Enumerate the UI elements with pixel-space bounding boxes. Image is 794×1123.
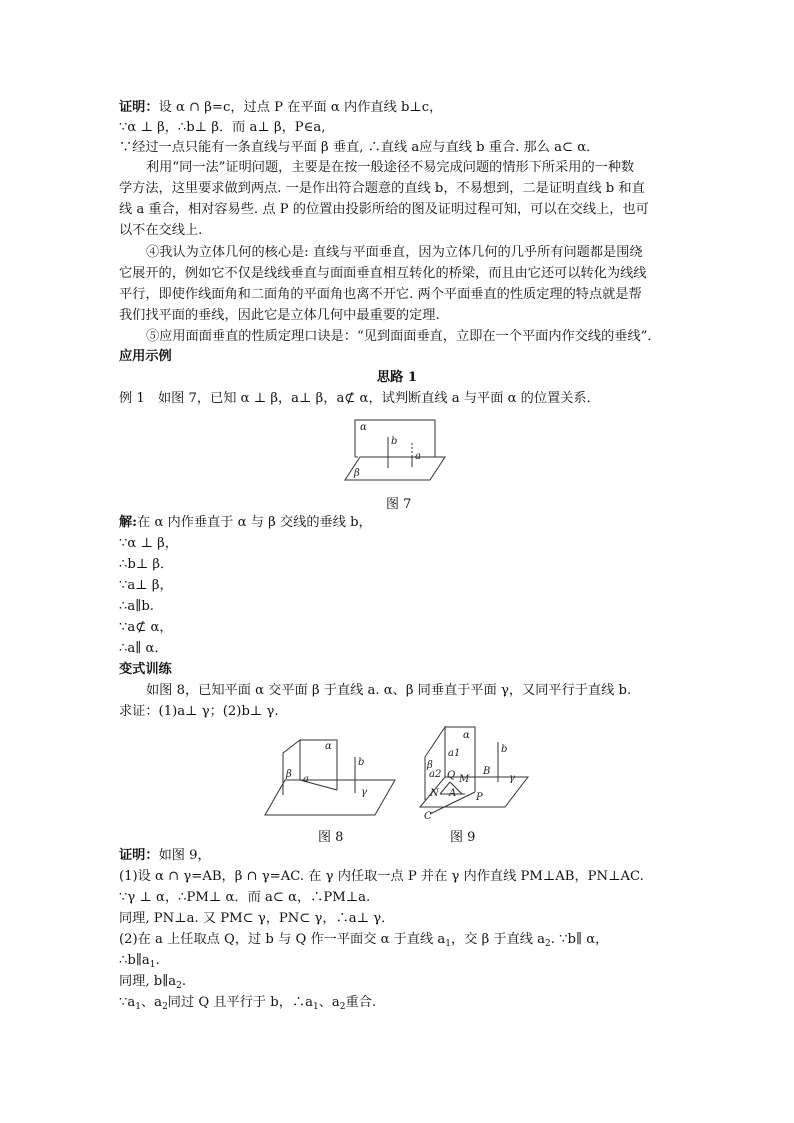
proof1-line3: ∵经过一点只能有一条直线与平面 β 垂直, ∴直线 a应与直线 b 重合. 那么 a⊂ α． (119, 140, 600, 155)
proof2-line3: ∵γ ⊥ α，∴PM⊥ α．而 a⊂ α，∴PM⊥a. (119, 890, 371, 905)
proof2-line7: 同理, $b\parallel a_2$. (119, 974, 187, 991)
label-gamma: γ (361, 787, 367, 798)
fig9-caption: 图 9 (450, 830, 476, 845)
proof2-label: 证明： (119, 848, 159, 863)
label-Q: Q (447, 770, 456, 781)
label-alpha: α (463, 730, 470, 741)
proof1-line2: ∵α ⊥ β，∴b⊥ β．而 a⊥ β，P∈a, (119, 120, 326, 135)
solution-label: 解: (119, 515, 138, 530)
plane-beta-outline (345, 457, 445, 480)
label-alpha: α (360, 422, 367, 433)
para2-line4: 我们找平面的垂线，因此它是立体几何中最重要的定理. (119, 308, 440, 323)
figure-7 (340, 415, 450, 490)
fig7-caption: 图 7 (386, 497, 412, 512)
para2-line3: 平行，即使作线面角和二面角的平面角也离不开它. 两个平面垂直的性质定理的特点就是帮 (119, 287, 642, 302)
label-P: P (476, 792, 483, 803)
proof2-line6: $\therefore b\parallel a_1$. (119, 953, 160, 970)
label-a2: a2 (429, 769, 442, 780)
label-a: a (415, 451, 421, 462)
fig8-caption: 图 8 (318, 830, 344, 845)
figure-8 (265, 735, 405, 820)
label-b: b (501, 744, 508, 755)
label-M: M (459, 774, 470, 785)
label-b: b (358, 757, 365, 768)
proof2-line2: (1)设 α ∩ γ=AB，β ∩ γ=AC. 在 γ 内任取一点 P 并在 γ 内作直线 PM⊥AB，PN⊥AC. (119, 869, 644, 884)
proof2-line4: 同理, PN⊥a. 又 PM⊂ γ，PN⊂ γ，∴a⊥ γ． (119, 911, 395, 926)
label-A: A (449, 788, 457, 799)
para2-line2: 它展开的，例如它不仅是线线垂直与面面垂直相互转化的桥梁，而且由它还可以转化为线线 (119, 266, 647, 281)
label-beta: β (286, 769, 292, 780)
para3-line1: ⑤应用面面垂直的性质定理口诀是：“见到面面垂直，立即在一个平面内作交线的垂线”． (146, 329, 661, 344)
label-N: N (430, 788, 439, 799)
figure-9 (410, 722, 530, 822)
label-beta: β (354, 468, 360, 479)
para1-line3: 线 a 重合，相对容易些. 点 P 的位置由投影所给的图及证明过程可知，可以在交线上，也可 (119, 202, 649, 217)
solution-line2: ∵α ⊥ β， (119, 536, 178, 551)
para1-line1: 利用“同一法”证明问题，主要是在按一般途径不易完成问题的情形下所采用的一种数 (146, 160, 635, 175)
plane-beta-outline (283, 740, 300, 795)
proof2-line8: $\because a_1$、$a_2$同过 Q 且平行于 b，$\therefore a_1$、$a_2$重合. (119, 995, 377, 1012)
section-title: 应用示例 (119, 349, 172, 364)
plane-gamma-outline (265, 780, 395, 815)
solution-line6: ∵a⊄ α， (119, 620, 173, 635)
proof-label: 证明： (119, 100, 159, 115)
label-a: a (303, 774, 309, 785)
proof2-line5: (2)在 a 上任取点 Q，过 b 与 Q 作一平面交 α 于直线 $a_1$，交 β 于直线 $a_2$. ∵b∥ α， (119, 932, 609, 949)
label-B: B (483, 766, 491, 777)
label-beta: β (427, 760, 433, 771)
solution-line5: ∴a∥b. (119, 599, 154, 614)
proof1-line1: 证明：设 α ∩ β=c，过点 P 在平面 α 内作直线 b⊥c， (119, 100, 443, 115)
solution-line4: ∵a⊥ β， (119, 578, 173, 593)
solution-line1: 解:在 α 内作垂直于 α 与 β 交线的垂线 b， (119, 515, 372, 530)
label-alpha: α (325, 741, 332, 752)
solution-line3: ∴b⊥ β． (119, 557, 174, 572)
label-C: C (424, 811, 432, 822)
para1-line4: 以不在交线上. (119, 223, 203, 238)
label-gamma: γ (509, 773, 515, 784)
variation-title: 变式训练 (119, 662, 172, 677)
label-b: b (391, 436, 398, 447)
proof2-line1: 证明：如图 9， (119, 848, 211, 863)
para2-line1: ④我认为立体几何的核心是: 直线与平面垂直，因为立体几何的几乎所有问题都是围绕 (146, 245, 643, 260)
subsection-title: 思路 1 (376, 370, 418, 385)
solution-line7: ∴a∥ α． (119, 641, 168, 656)
variation-line1: 如图 8，已知平面 α 交平面 β 于直线 a. α、β 同垂直于平面 γ，又同平行于直线 b. (146, 683, 632, 698)
example1-text: 例 1 如图 7，已知 α ⊥ β，a⊥ β，a⊄ α，试判断直线 a 与平面 α 的位置关系． (119, 391, 600, 406)
para1-line2: 学方法，这里要求做到两点. 一是作出符合题意的直线 b，不易想到，二是证明直线 b 和直 (119, 181, 645, 196)
variation-line2: 求证：(1)a⊥ γ；(2)b⊥ γ. (119, 704, 279, 719)
label-a1: a1 (448, 748, 461, 759)
